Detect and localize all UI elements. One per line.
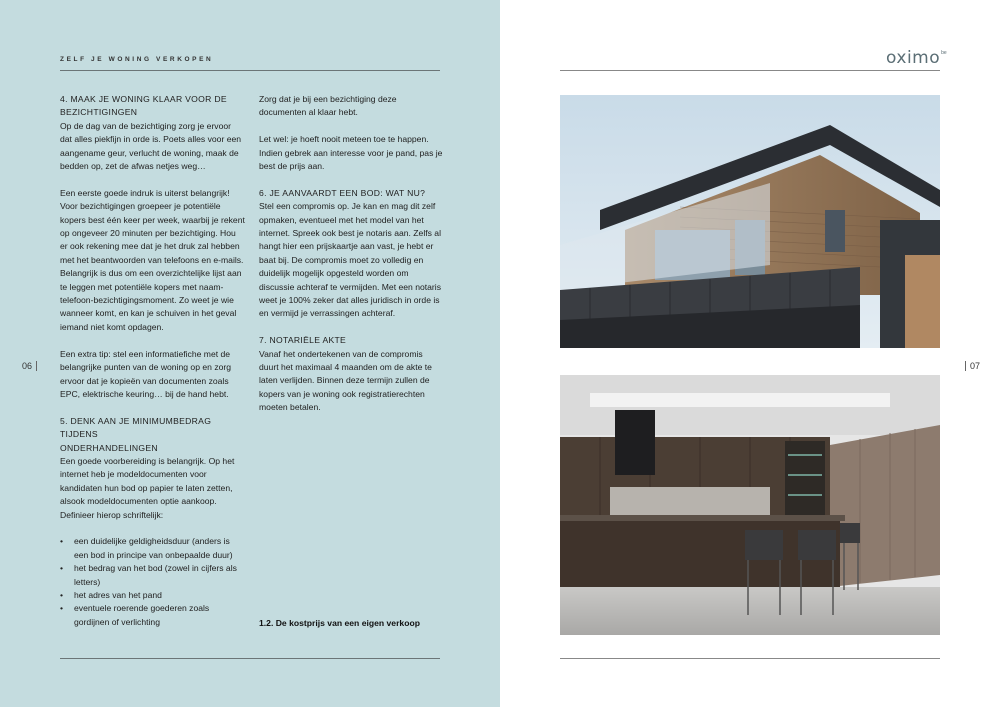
list-item: • het bedrag van het bod (zowel in cijfers als letters) (60, 562, 245, 589)
logo-superscript: be (941, 50, 947, 56)
bottom-rule (60, 658, 440, 659)
running-head: ZELF JE WONING VERKOPEN (60, 56, 214, 63)
bullet-list (60, 535, 245, 629)
section-7-heading: 7. NOTARIËLE AKTE (259, 335, 347, 346)
section-4-paragraph-1: Op de dag van de bezichtiging zorg je ervoor dat alles piekfijn in orde is. Poets alles voor een aangename geur, verlucht de woning, maak de bedden op, zet de afwas netjes weg… (60, 120, 242, 172)
oximo-logo (886, 48, 947, 68)
section-6-paragraph: Stel een compromis op. Je kan en mag dit zelf opmaken, eventueel met het model van het internet. Spreek ook best je notaris aan. Zelfs al hangt hier een prijskaartje aan vast, je hebt er baat bij. De compromis moet zo volledig en duidelijk mogelijk opgesteld worden om discussie achteraf te vermijden. Met een notaris weet je 100% zeker dat alles juridisch in orde is en vermijd je verrassingen achteraf. (259, 201, 442, 319)
page-number-left: 06 (22, 361, 37, 371)
bottom-rule-right (560, 658, 940, 659)
top-rule (60, 70, 440, 71)
section-4-paragraph-2: Een eerste goede indruk is uiterst belangrijk! Voor bezichtigingen groepeer je potentiële kopers best één keer per week, waarbij je rekent op ongeveer 20 minuten per bezichtiging. Hou er ook rekening mee dat je het druk zal hebben met het beantwoorden van telefoons en e-mails. Belangrijk is dus om een overzichtelijke lijst aan te leggen met potentiële kopers met naam-telefoon-bezichtigingsmoment. Zo weet je wie wanneer komt, en kan je schuiven in het geval iemand niet komt opdagen. (60, 187, 245, 332)
page-number-right: 07 (965, 361, 980, 371)
col2-paragraph-2: Let wel: je hoeft nooit meteen toe te happen. Indien gebrek aan interesse voor je pand, pas je best de prijs aan. (259, 134, 443, 172)
list-item: • het adres van het pand (60, 589, 245, 602)
top-rule-right (560, 70, 940, 71)
section-6 (259, 187, 444, 321)
section-7 (259, 334, 444, 414)
section-5-paragraph-1: Een goede voorbereiding is belangrijk. Op het internet heb je modeldocumenten voor kandidaten hun bod op papier te laten zetten, alsook modeldocumenten optie aankoop. Definieer hierop schriftelijk: (60, 455, 235, 520)
section-4 (60, 93, 245, 173)
text-column-1 (60, 93, 245, 629)
right-page (500, 0, 1000, 707)
logo-wordmark: oximo (886, 48, 941, 68)
section-6-heading: 6. JE AANVAARDT EEN BOD: WAT NU? (259, 187, 426, 198)
section-5-heading-line2: ONDERHANDELINGEN (60, 442, 158, 453)
section-5-heading-line1: 5. DENK AAN JE MINIMUMBEDRAG TIJDENS (60, 415, 212, 440)
kitchen-interior-photo (560, 375, 940, 635)
subheading-cost: 1.2. De kostprijs van een eigen verkoop (259, 618, 420, 628)
section-4-paragraph-3: Een extra tip: stel een informatiefiche met de belangrijke punten van de woning op en zorg ervoor dat je kopieën van documenten zoals EPC, elektrische keuring… bij de hand hebt. (60, 348, 232, 399)
section-7-paragraph: Vanaf het ondertekenen van de compromis duurt het maximaal 4 maanden om de akte te laten verlijden. Binnen deze termijn zullen de kopers van je woning ook registratierechten moeten betalen. (259, 348, 432, 413)
house-exterior-photo (560, 95, 940, 348)
list-item: • een duidelijke geldigheidsduur (anders is een bod in principe van onbepaalde duur) (60, 535, 245, 562)
text-column-2 (259, 93, 444, 428)
list-item: • eventuele roerende goederen zoals gordijnen of verlichting (60, 602, 245, 629)
section-5 (60, 415, 245, 522)
section-4-heading-line1: 4. MAAK JE WONING KLAAR VOOR DE (60, 94, 227, 104)
section-4-heading-line2: BEZICHTIGINGEN (60, 107, 138, 118)
col2-paragraph-1: Zorg dat je bij een bezichtiging deze documenten al klaar hebt. (259, 94, 397, 118)
